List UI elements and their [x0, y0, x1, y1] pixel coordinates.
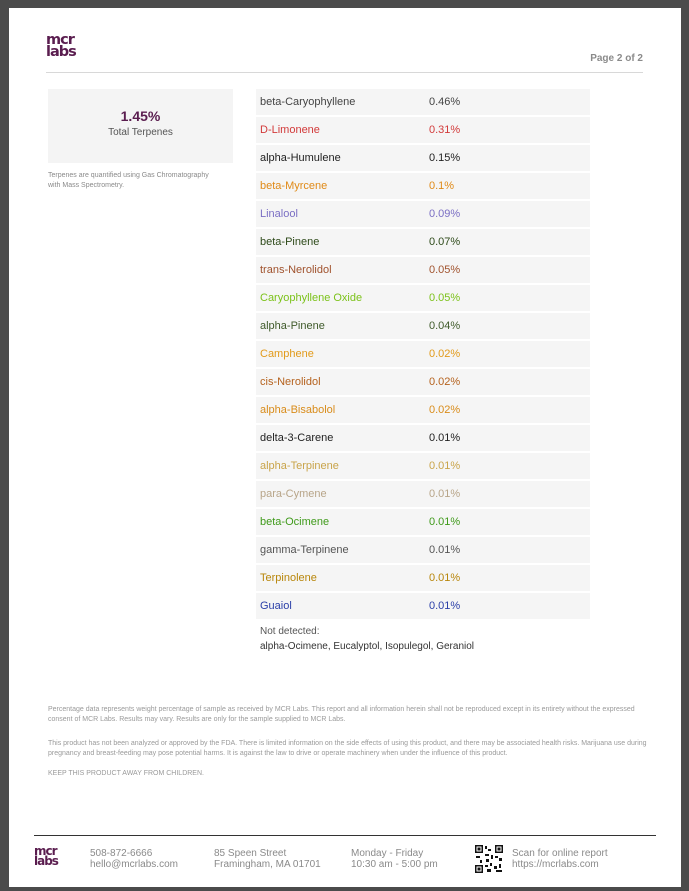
footer-url[interactable]: https://mcrlabs.com — [512, 859, 599, 870]
terpene-row — [256, 537, 590, 563]
terpene-table — [256, 89, 590, 621]
terpene-name: Camphene — [260, 348, 314, 360]
logo-line-1: mcr — [46, 32, 74, 48]
terpene-name: Caryophyllene Oxide — [260, 292, 363, 304]
terpene-name: alpha-Humulene — [260, 152, 341, 164]
mcr-labs-logo — [46, 34, 76, 58]
terpene-row — [256, 117, 590, 143]
terpene-percent: 0.07% — [429, 236, 461, 248]
not-detected-list: alpha-Ocimene, Eucalyptol, Isopulegol, Geraniol — [260, 641, 475, 652]
terpene-percent: 0.02% — [429, 404, 461, 416]
terpene-percent: 0.04% — [429, 320, 461, 332]
qr-code-icon[interactable] — [474, 844, 504, 874]
terpene-row — [256, 397, 590, 423]
disclaimer-children: KEEP THIS PRODUCT AWAY FROM CHILDREN. — [48, 770, 204, 777]
terpene-percent: 0.46% — [429, 96, 461, 108]
terpene-row — [256, 257, 590, 283]
terpene-name: D-Limonene — [260, 124, 320, 136]
footer-phone[interactable]: 508-872-6666 — [90, 848, 153, 859]
terpene-row — [256, 89, 590, 115]
footer-logo-line-2: labs — [34, 854, 58, 868]
report-page — [9, 8, 681, 887]
terpene-name: Terpinolene — [260, 572, 317, 584]
footer-scan — [512, 848, 608, 870]
terpene-name: delta-3-Carene — [260, 432, 334, 444]
terpene-row — [256, 425, 590, 451]
footer-hours — [351, 848, 438, 870]
terpene-name: beta-Myrcene — [260, 180, 328, 192]
terpene-name: alpha-Terpinene — [260, 460, 339, 472]
terpene-name: alpha-Pinene — [260, 320, 325, 332]
terpene-name: trans-Nerolidol — [260, 264, 332, 276]
terpene-percent: 0.01% — [429, 516, 461, 528]
footer-email[interactable]: hello@mcrlabs.com — [90, 859, 178, 870]
terpene-percent: 0.01% — [429, 544, 461, 556]
terpene-row — [256, 509, 590, 535]
terpene-row — [256, 481, 590, 507]
footer-address — [214, 848, 321, 870]
terpene-percent: 0.01% — [429, 488, 461, 500]
terpene-percent: 0.01% — [429, 432, 461, 444]
terpene-name: beta-Caryophyllene — [260, 96, 356, 108]
terpene-row — [256, 369, 590, 395]
terpene-percent: 0.02% — [429, 348, 461, 360]
terpene-row — [256, 173, 590, 199]
page-number: Page 2 of 2 — [590, 53, 643, 64]
footer-logo — [34, 846, 58, 866]
footer-days: Monday - Friday — [351, 848, 424, 859]
disclaimer-results: Percentage data represents weight percentage of sample as received by MCR Labs. This report and all information herein shall not be reproduced except in its entirety without the expressed consent of MCR Labs. Results may vary. Results are only for the sample supplied to MCR Labs. — [48, 706, 635, 723]
terpene-row — [256, 593, 590, 619]
terpene-name: Guaiol — [260, 600, 292, 612]
terpene-percent: 0.09% — [429, 208, 461, 220]
terpene-row — [256, 313, 590, 339]
total-terpenes-label: Total Terpenes — [108, 127, 173, 138]
terpene-percent: 0.05% — [429, 292, 461, 304]
terpene-percent: 0.31% — [429, 124, 461, 136]
terpene-row — [256, 145, 590, 171]
not-detected-label: Not detected: — [260, 626, 320, 637]
total-terpenes-value: 1.45% — [120, 108, 161, 124]
terpene-percent: 0.1% — [429, 180, 455, 192]
terpene-percent: 0.01% — [429, 572, 461, 584]
terpene-row — [256, 341, 590, 367]
terpene-name: beta-Pinene — [260, 236, 320, 248]
footer-divider — [34, 835, 656, 836]
method-note: Terpenes are quantified using Gas Chromatography with Mass Spectrometry. — [48, 172, 209, 189]
footer-logo-line-1: mcr — [34, 844, 57, 858]
terpene-row — [256, 201, 590, 227]
terpene-name: para-Cymene — [260, 488, 327, 500]
disclaimer-fda: This product has not been analyzed or approved by the FDA. There is limited information on the side effects of using this product, and there may be associated health risks. Marijuana use during pregnancy and breast-feeding may pose potential harms. It is against the law to drive or operate machinery when under the influence of this product. — [48, 740, 647, 757]
terpene-name: Linalool — [260, 208, 298, 220]
terpene-percent: 0.02% — [429, 376, 461, 388]
header-divider — [46, 72, 643, 73]
terpene-percent: 0.15% — [429, 152, 461, 164]
terpene-name: alpha-Bisabolol — [260, 404, 336, 416]
footer-street: 85 Speen Street — [214, 848, 287, 859]
terpene-percent: 0.01% — [429, 460, 461, 472]
logo-line-2: labs — [46, 44, 76, 60]
footer-city: Framingham, MA 01701 — [214, 859, 321, 870]
terpene-row — [256, 285, 590, 311]
terpene-row — [256, 565, 590, 591]
footer-time: 10:30 am - 5:00 pm — [351, 859, 438, 870]
terpene-percent: 0.05% — [429, 264, 461, 276]
terpene-percent: 0.01% — [429, 600, 461, 612]
total-terpenes-card — [48, 89, 233, 163]
footer-contact — [90, 848, 178, 870]
terpene-name: beta-Ocimene — [260, 516, 330, 528]
terpene-row — [256, 229, 590, 255]
footer-scan-label: Scan for online report — [512, 848, 608, 859]
terpene-name: cis-Nerolidol — [260, 376, 321, 388]
terpene-row — [256, 453, 590, 479]
terpene-name: gamma-Terpinene — [260, 544, 349, 556]
